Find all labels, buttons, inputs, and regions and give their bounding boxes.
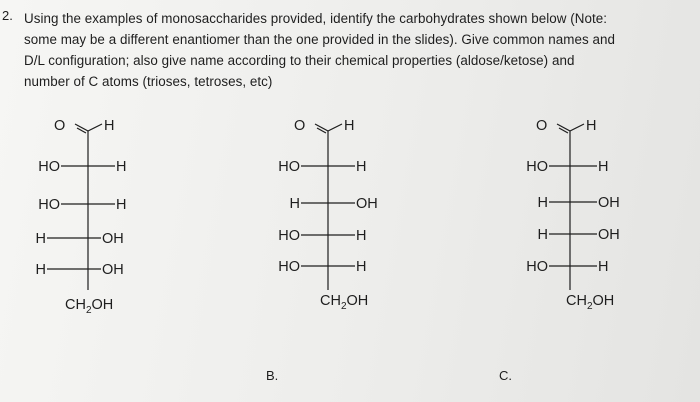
aldehyde-h-bond	[328, 124, 342, 131]
row-2-left: H	[537, 195, 548, 211]
row-4-right: H	[356, 259, 367, 275]
row-1-right: H	[598, 159, 609, 175]
row-2-left: H	[289, 196, 300, 212]
structure-c-label: C.	[499, 368, 512, 383]
structure-a	[36, 118, 127, 316]
carbonyl-oxygen: O	[54, 118, 66, 134]
row-1-left: HO	[38, 159, 60, 175]
structure-c	[526, 118, 620, 312]
row-3-right: OH	[102, 231, 124, 247]
aldehyde-hydrogen: H	[104, 118, 115, 134]
carbonyl-oxygen: O	[294, 118, 306, 134]
structure-b-label: B.	[266, 368, 279, 383]
row-3-right: H	[356, 228, 367, 244]
aldehyde-hydrogen: H	[586, 118, 597, 134]
row-3-left: H	[35, 231, 46, 247]
row-3-right: OH	[598, 227, 620, 243]
row-4-right: OH	[102, 262, 124, 278]
row-4-left: H	[35, 262, 46, 278]
row-4-right: H	[598, 259, 609, 275]
row-3-left: HO	[278, 228, 300, 244]
terminal-group: $CH_2OH$	[65, 297, 114, 316]
terminal-group: $CH_2OH$	[566, 293, 615, 312]
structure-b	[278, 118, 378, 312]
row-3-left: H	[537, 227, 548, 243]
row-2-right: OH	[356, 196, 378, 212]
aldehyde-h-bond	[88, 124, 102, 131]
row-4-left: HO	[526, 259, 548, 275]
row-4-left: HO	[278, 259, 300, 275]
row-1-left: HO	[278, 159, 300, 175]
row-1-left: HO	[526, 159, 548, 175]
row-2-right: OH	[598, 195, 620, 211]
question-line-3: D/L configuration; also give name according to their chemical properties (aldose/ketose) and	[24, 53, 575, 68]
row-2-left: HO	[38, 197, 60, 213]
row-1-right: H	[356, 159, 367, 175]
aldehyde-hydrogen: H	[344, 118, 355, 134]
terminal-group: $CH_2OH$	[320, 293, 369, 312]
question-line-2: some may be a different enantiomer than the one provided in the slides). Give common names and	[24, 32, 615, 47]
aldehyde-h-bond	[570, 124, 584, 131]
question-number: 2.	[2, 8, 13, 23]
question-line-1: Using the examples of monosaccharides provided, identify the carbohydrates shown below (Note:	[24, 11, 607, 26]
question-line-4: number of C atoms (trioses, tetroses, etc)	[24, 74, 273, 89]
row-1-right: H	[116, 159, 127, 175]
row-2-right: H	[116, 197, 127, 213]
carbonyl-oxygen: O	[536, 118, 548, 134]
